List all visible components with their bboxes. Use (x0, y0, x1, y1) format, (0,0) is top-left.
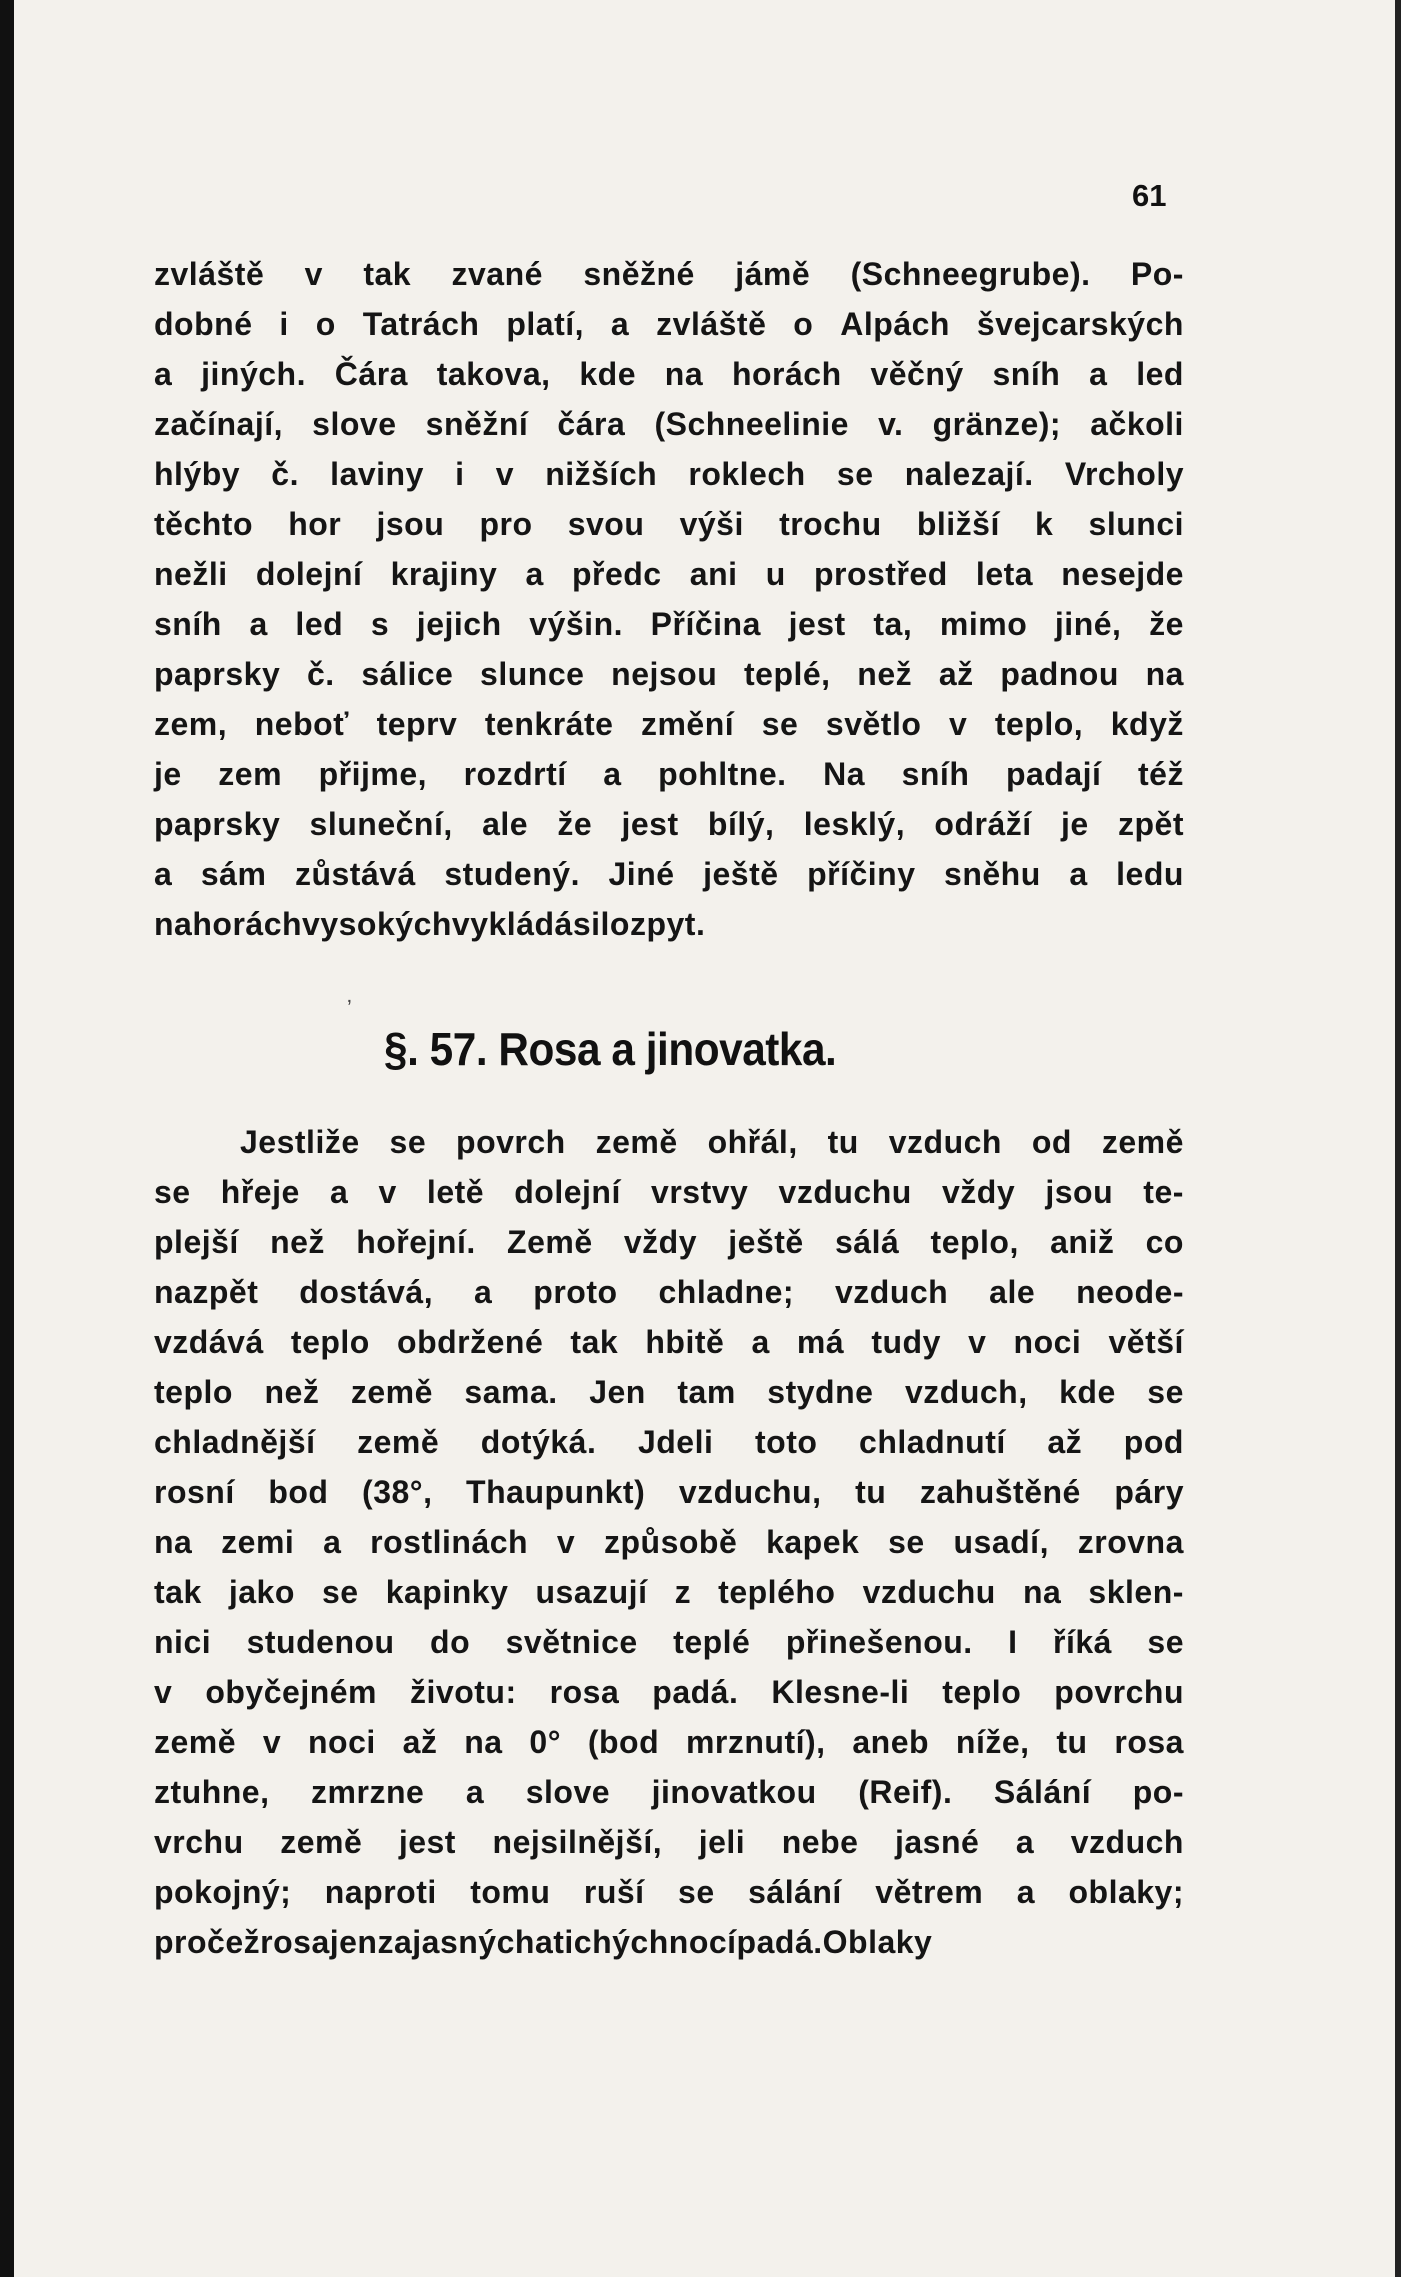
text-line: je zem přijme, rozdrtí a pohltne. Na sníh padají též (154, 756, 1184, 792)
page-edge-right (1395, 0, 1401, 2277)
text-line: zem, neboť teprv tenkráte změní se světlo v teplo, když (154, 706, 1184, 742)
text-line: začínají, slove sněžní čára (Schneelinie v. gränze); ačkoli (154, 406, 1184, 442)
text-line: Jestliže se povrch země ohřál, tu vzduch od země (240, 1124, 1184, 1160)
text-line: nici studenou do světnice teplé přinešenou. I říká se (154, 1624, 1184, 1660)
text-line: nazpět dostává, a proto chladne; vzduch ale neode- (154, 1274, 1184, 1310)
text-line: paprsky č. sálice slunce nejsou teplé, než až padnou na (154, 656, 1184, 692)
text-line: hlýby č. laviny i v nižších roklech se nalezají. Vrcholy (154, 456, 1184, 492)
page-edge-left (0, 0, 14, 2277)
text-line: těchto hor jsou pro svou výši trochu bližší k slunci (154, 506, 1184, 542)
text-line: vrchu země jest nejsilnější, jeli nebe jasné a vzduch (154, 1824, 1184, 1860)
text-line: chladnější země dotýká. Jdeli toto chladnutí až pod (154, 1424, 1184, 1460)
text-line: plejší než hořejní. Země vždy ještě sálá teplo, aniž co (154, 1224, 1184, 1260)
text-line: nežli dolejní krajiny a předc ani u prostřed leta nesejde (154, 556, 1184, 592)
text-line: teplo než země sama. Jen tam stydne vzduch, kde se (154, 1374, 1184, 1410)
text-line: tak jako se kapinky usazují z teplého vzduchu na sklen- (154, 1574, 1184, 1610)
text-line: dobné i o Tatrách platí, a zvláště o Alpách švejcarských (154, 306, 1184, 342)
text-line: na zemi a rostlinách v způsobě kapek se usadí, zrovna (154, 1524, 1184, 1560)
section-heading: §. 57. Rosa a jinovatka. (384, 1023, 837, 1075)
stray-mark: ʼ (347, 996, 352, 1021)
paragraph-2 (154, 1124, 1184, 1974)
text-line: na horách vysokých vykládá silozpyt. (154, 906, 706, 942)
text-line: země v noci až na 0° (bod mrznutí), aneb níže, tu rosa (154, 1724, 1184, 1760)
text-line: pročež rosa jen za jasných a tichých nocí padá. Oblaky (154, 1924, 933, 1960)
text-line: v obyčejném životu: rosa padá. Klesne-li teplo povrchu (154, 1674, 1184, 1710)
page-number: 61 (1132, 178, 1167, 213)
book-page (14, 0, 1401, 2277)
text-line: a sám zůstává studený. Jiné ještě příčiny sněhu a ledu (154, 856, 1184, 892)
text-line: paprsky sluneční, ale že jest bílý, lesklý, odráží je zpět (154, 806, 1184, 842)
text-line: rosní bod (38°, Thaupunkt) vzduchu, tu zahuštěné páry (154, 1474, 1184, 1510)
text-line: a jiných. Čára takova, kde na horách věčný sníh a led (154, 356, 1184, 392)
text-line: sníh a led s jejich výšin. Příčina jest ta, mimo jiné, že (154, 606, 1184, 642)
text-line: zvláště v tak zvané sněžné jámě (Schneegrube). Po- (154, 256, 1184, 292)
text-line: se hřeje a v letě dolejní vrstvy vzduchu vždy jsou te- (154, 1174, 1184, 1210)
text-line: vzdává teplo obdržené tak hbitě a má tudy v noci větší (154, 1324, 1184, 1360)
paragraph-1 (154, 256, 1184, 956)
text-line: pokojný; naproti tomu ruší se sálání větrem a oblaky; (154, 1874, 1184, 1910)
text-line: ztuhne, zmrzne a slove jinovatkou (Reif). Sálání po- (154, 1774, 1184, 1810)
